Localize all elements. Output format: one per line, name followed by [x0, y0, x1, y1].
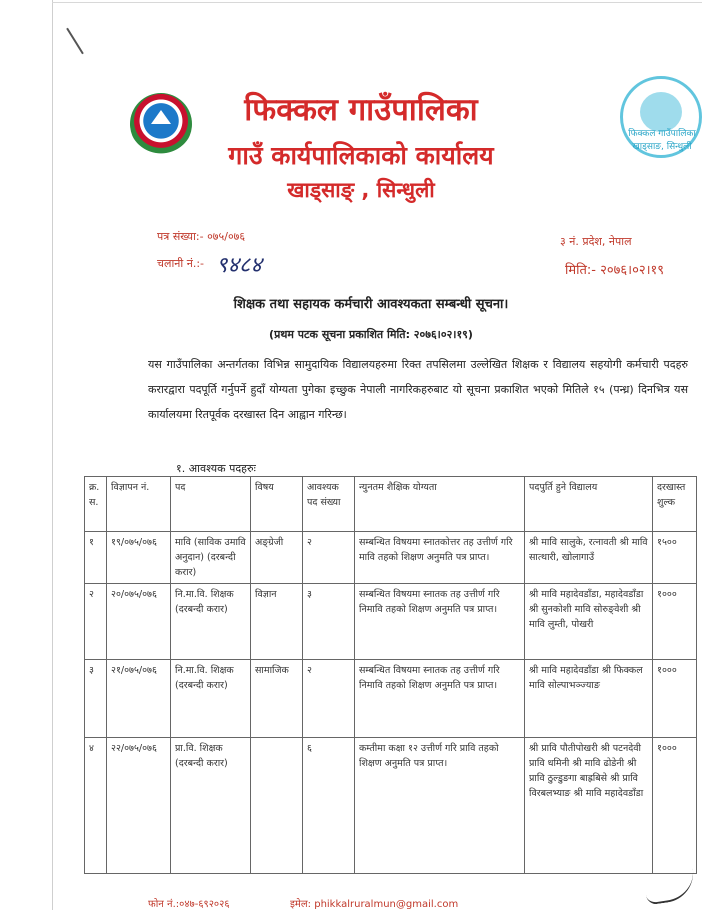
province: ३ नं. प्रदेश, नेपाल	[560, 235, 632, 248]
pen-mark	[66, 28, 84, 55]
footer-email: इमेल: phikkalruralmun@gmail.com	[290, 899, 459, 910]
cell-subject	[251, 738, 303, 874]
cell-qualification: कम्तीमा कक्षा १२ उत्तीर्ण गरि प्रावि तहको शिक्षण अनुमति पत्र प्राप्त।	[355, 738, 525, 874]
cell-school: श्री प्रावि पौतीपोखरी श्री पटनदेवी प्रावि धमिनी श्री मावि ढोडेनी श्री प्रावि ठुल्डुङगा बाह्रबिसे श्री प्रावि विरबलभ्याङ श्री मावि महादेवडाँडा	[525, 738, 653, 874]
cell-post: प्रा.वि. शिक्षक (दरबन्दी करार)	[171, 738, 251, 874]
office-location: खाड्साङ् , सिन्धुली	[287, 178, 435, 202]
office-subtitle: गाउँ कार्यपालिकाको कार्यालय	[228, 141, 494, 170]
page-edge	[52, 0, 53, 910]
cell-school: श्री मावि सालुके, रत्नावती श्री मावि सात्थारी, खोलागाउँ	[525, 532, 653, 584]
cell-ad-number: २२/०७५/०७६	[107, 738, 171, 874]
cell-serial: ३	[85, 660, 107, 738]
cell-school: श्री मावि महादेवडाँडा श्री फिक्कल मावि सोल्पाभञ्ज्याङ	[525, 660, 653, 738]
table-header-row	[85, 477, 697, 532]
cell-subject: सामाजिक	[251, 660, 303, 738]
col-serial: क्र. स.	[85, 477, 107, 532]
first-published-date: (प्रथम पटक सूचना प्रकाशित मिति: २०७६।०२।१९)	[269, 328, 473, 341]
office-name: फिक्कल गाउँपालिका	[244, 92, 478, 128]
col-subject: विषय	[251, 477, 303, 532]
col-ad-number: विज्ञापन नं.	[107, 477, 171, 532]
dispatch-number-label: चलानी नं.:-	[157, 257, 205, 270]
table-row	[85, 738, 697, 874]
col-post-count: आवश्यक पद संख्या	[303, 477, 355, 532]
table-row	[85, 532, 697, 584]
cell-post-count: २	[303, 660, 355, 738]
cell-ad-number: २०/०७५/०७६	[107, 584, 171, 660]
section-label: १. आवश्यक पदहरुः	[176, 462, 256, 475]
cell-fee: १०००	[653, 584, 697, 660]
cell-serial: ४	[85, 738, 107, 874]
vacancy-table-wrap	[84, 476, 696, 874]
footer-phone: फोन नं.:०४७-६९२०२६	[148, 899, 230, 910]
dispatch-number-value: ९४८४	[216, 253, 262, 278]
col-post: पद	[171, 477, 251, 532]
cell-serial: १	[85, 532, 107, 584]
col-school: पदपुर्ति हुने विद्यालय	[525, 477, 653, 532]
cell-subject: विज्ञान	[251, 584, 303, 660]
notice-intro: यस गाउँपालिका अन्तर्गतका विभिन्न सामुदायिक विद्यालयहरुमा रिक्त तपसिलमा उल्लेखित शिक्षक र विद्यालय सहयोगी कर्मचारी पदहरु करारद्वारा पदपूर्ति गर्नुपर्ने हुदाँ योग्यता पुगेका इच्छुक नेपाली नागरिकहरुबाट यो सूचना प्रकाशित भएको मितिले १५ (पन्ध्र) दिनभित्र यस कार्यालयमा रितपूर्वक दरखास्त दिन आह्वान गरिन्छ।	[148, 358, 688, 421]
reference-number: पत्र संख्या:- ०७५/०७६	[157, 230, 246, 243]
cell-ad-number: १९/०७५/०७६	[107, 532, 171, 584]
cell-post-count: २	[303, 532, 355, 584]
notice-heading: शिक्षक तथा सहायक कर्मचारी आवश्यकता सम्बन्धी सूचना।	[233, 297, 509, 312]
cell-post: नि.मा.वि. शिक्षक (दरबन्दी करार)	[171, 584, 251, 660]
stamp-text: फिक्कल गाउँपालिका खाड्साङ, सिन्धुली	[628, 129, 696, 152]
col-fee: दरखास्त शुल्क	[653, 477, 697, 532]
cell-fee: १०००	[653, 738, 697, 874]
cell-school: श्री मावि महादेवडाँडा, महादेवडाँडा श्री सुनकोशी मावि सोरुङ्वेशी श्री मावि लुम्ती, पोखरी	[525, 584, 653, 660]
cell-fee: १०००	[653, 660, 697, 738]
vacancy-table	[84, 476, 697, 874]
cell-qualification: सम्बन्धित विषयमा स्नातक तह उत्तीर्ण गरि निमावि तहको शिक्षण अनुमति पत्र प्राप्त।	[355, 584, 525, 660]
page-top-edge	[52, 2, 702, 3]
cell-post: नि.मा.वि. शिक्षक (दरबन्दी करार)	[171, 660, 251, 738]
letter-date: मिति:- २०७६।०२।१९	[565, 263, 665, 278]
table-row	[85, 584, 697, 660]
cell-fee: १५००	[653, 532, 697, 584]
table-row	[85, 660, 697, 738]
cell-subject: अङ्ग्रेजी	[251, 532, 303, 584]
cell-ad-number: २१/०७५/०७६	[107, 660, 171, 738]
cell-post-count: ६	[303, 738, 355, 874]
signature-icon	[643, 867, 697, 906]
cell-post-count: ३	[303, 584, 355, 660]
cell-post: मावि (साविक उमावि अनुदान) (दरबन्दी करार)	[171, 532, 251, 584]
cell-qualification: सम्बन्धित विषयमा स्नातक तह उत्तीर्ण गरि निमावि तहको शिक्षण अनुमति पत्र प्राप्त।	[355, 660, 525, 738]
cell-qualification: सम्बन्धित विषयमा स्नातकोत्तर तह उत्तीर्ण गरि मावि तहको शिक्षण अनुमति पत्र प्राप्त।	[355, 532, 525, 584]
cell-serial: २	[85, 584, 107, 660]
col-qualification: न्युनतम शैक्षिक योग्यता	[355, 477, 525, 532]
